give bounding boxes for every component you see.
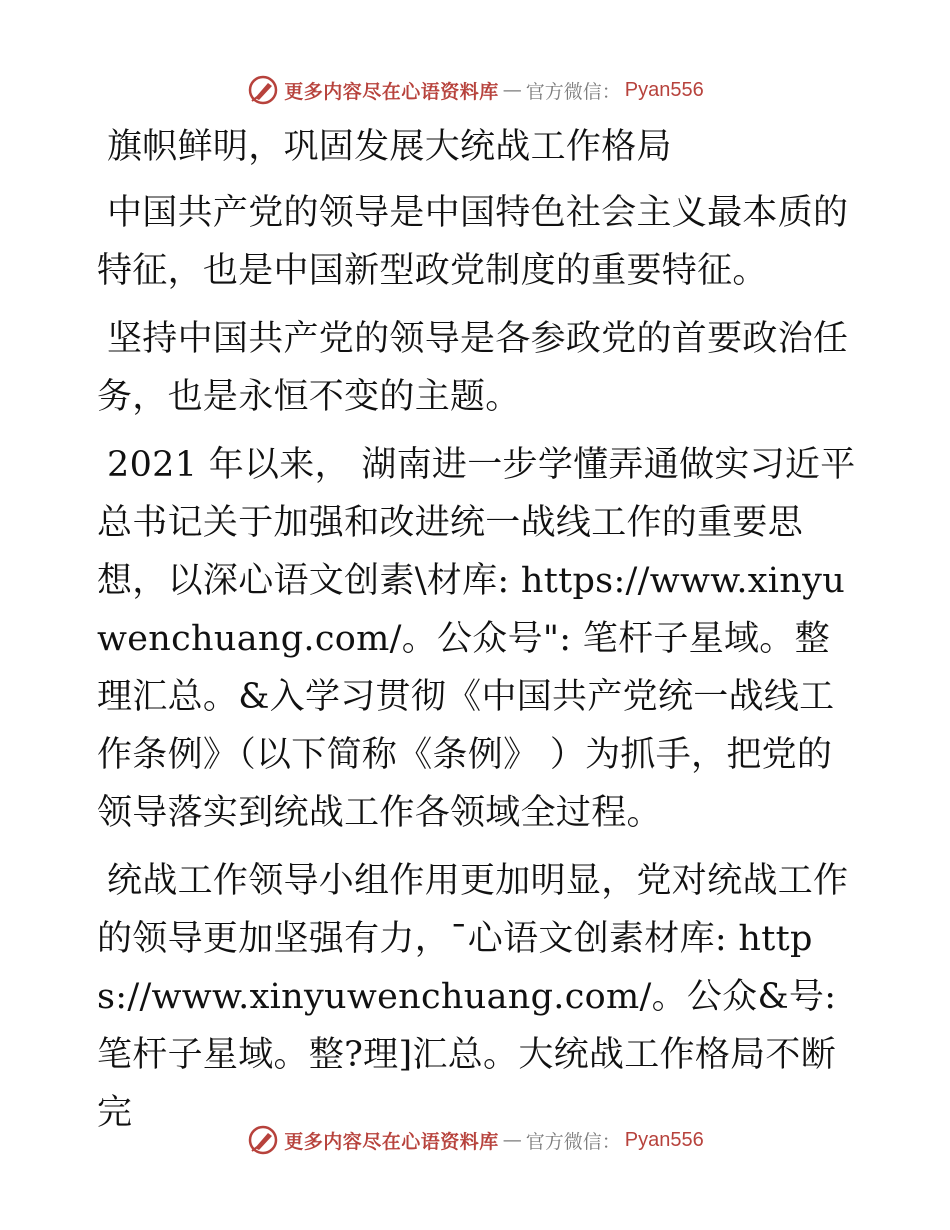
document-body [97, 118, 857, 1152]
pen-nib-logo-icon [246, 1123, 280, 1157]
banner-wechat-label: 官方微信： [525, 80, 621, 103]
banner-wechat-id: Pyan556 [624, 78, 704, 101]
banner-brand-text: 更多内容尽在心语资料库 [284, 1130, 499, 1153]
paragraph-4: 统战工作领导小组作用更加明显，党对统战工作的领导更加坚强有力，¯心语文创素材库: https://www.xinyuwenchuang.com/。公众&号: 笔杆子星域。整?理]汇总。大统战工作格局不断完 [97, 861, 849, 1133]
document-title: 旗帜鲜明，巩固发展大统战工作格局 [107, 127, 672, 167]
header-watermark-banner [0, 70, 950, 110]
banner-wechat-label: 官方微信： [525, 1130, 621, 1153]
banner-separator: — [502, 79, 522, 101]
banner-brand-text: 更多内容尽在心语资料库 [284, 80, 499, 103]
paragraph-3: 2021 年以来， 湖南进一步学懂弄通做实习近平总书记关于加强和改进统一战线工作的重要思想，以深心语文创素\材库: https://www.xinyuwenchuang.com/。公众号": 笔杆子星域。整理汇总。&入学习贯彻《中国共产党统一战线工作条例》（以下简称《条例》 ）为抓手，把党的领导落实到统战工作各领域全过程。 [97, 445, 856, 833]
pen-nib-logo-icon [246, 73, 280, 107]
banner-separator: — [502, 1129, 522, 1151]
banner-wechat-id: Pyan556 [624, 1128, 704, 1151]
paragraph-1: 中国共产党的领导是中国特色社会主义最本质的特征，也是中国新型政党制度的重要特征。 [97, 193, 849, 291]
footer-watermark-banner [0, 1120, 950, 1160]
paragraph-2: 坚持中国共产党的领导是各参政党的首要政治任务，也是永恒不变的主题。 [97, 319, 849, 417]
